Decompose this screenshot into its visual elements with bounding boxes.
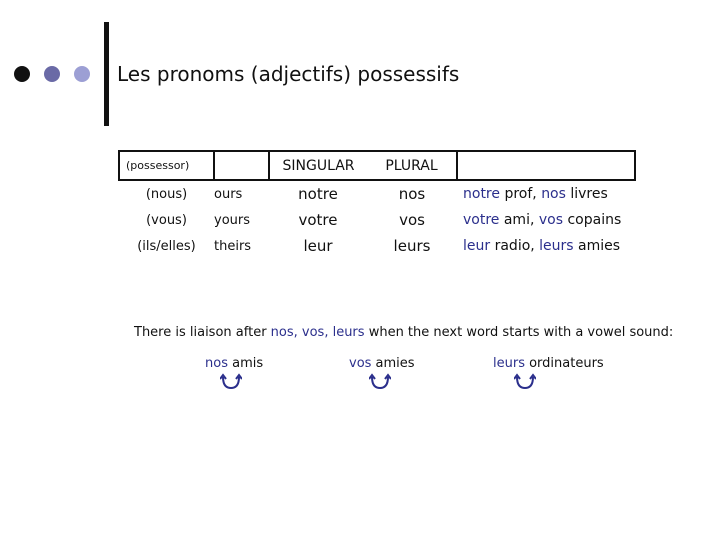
example-word-1: votre (463, 212, 500, 228)
row-subject: (vous) (146, 212, 187, 228)
liaison-example-rest: ordinateurs (524, 356, 604, 371)
bullet-dot-light (74, 66, 90, 82)
row-english: ours (214, 186, 243, 202)
header-singular: SINGULAR (269, 151, 367, 180)
example-text-2: livres (565, 186, 608, 202)
example-text-1: ami, (499, 212, 539, 228)
liaison-note (134, 325, 673, 340)
row-example (457, 233, 635, 259)
row-plural: nos (398, 185, 426, 203)
table-row (119, 207, 635, 233)
row-example (457, 180, 635, 207)
row-english: theirs (214, 238, 252, 254)
header-possessor: (possessor) (119, 151, 214, 180)
liaison-note-before: There is liaison after (134, 325, 271, 340)
example-text-2: amies (573, 238, 621, 254)
example-text-1: prof, (500, 186, 542, 202)
liaison-example-2 (349, 356, 415, 371)
slide-title: Les pronoms (adjectifs) possessifs (117, 62, 460, 86)
liaison-arrow-icon (514, 373, 536, 391)
liaison-note-highlight: nos, vos, leurs (270, 325, 365, 340)
table-header-row (119, 151, 635, 180)
row-subject: (nous) (145, 186, 188, 202)
liaison-arrow-icon (220, 373, 242, 391)
row-plural: leurs (393, 237, 431, 255)
example-text-1: radio, (490, 238, 540, 254)
row-singular: leur (303, 237, 333, 255)
bullet-dot-dark (14, 66, 30, 82)
title-divider (104, 22, 109, 126)
liaison-arrow-icon (369, 373, 391, 391)
header-empty-examples (457, 151, 635, 180)
table-row (119, 233, 635, 259)
row-singular: notre (298, 185, 338, 203)
liaison-example-3 (493, 356, 604, 371)
row-plural: vos (399, 211, 425, 229)
table-row (119, 180, 635, 207)
example-word-1: leur (463, 238, 491, 254)
example-word-1: notre (463, 186, 500, 202)
example-text-2: copains (563, 212, 622, 228)
liaison-example-word: nos (205, 356, 228, 371)
possessive-table (118, 150, 636, 259)
header-plural: PLURAL (367, 151, 457, 180)
row-singular: votre (298, 211, 338, 229)
liaison-example-1 (205, 356, 263, 371)
liaison-example-rest: amies (371, 356, 415, 371)
bullet-dot-mid (44, 66, 60, 82)
example-word-2: vos (538, 212, 564, 228)
row-subject: (ils/elles) (137, 238, 196, 254)
header-empty-english (214, 151, 269, 180)
example-word-2: leurs (539, 238, 574, 254)
liaison-example-word: vos (349, 356, 372, 371)
liaison-example-word: leurs (493, 356, 525, 371)
example-word-2: nos (541, 186, 566, 202)
row-english: yours (214, 212, 251, 228)
row-example (457, 207, 635, 233)
liaison-note-after: when the next word starts with a vowel sound: (364, 325, 674, 340)
liaison-example-rest: amis (227, 356, 264, 371)
